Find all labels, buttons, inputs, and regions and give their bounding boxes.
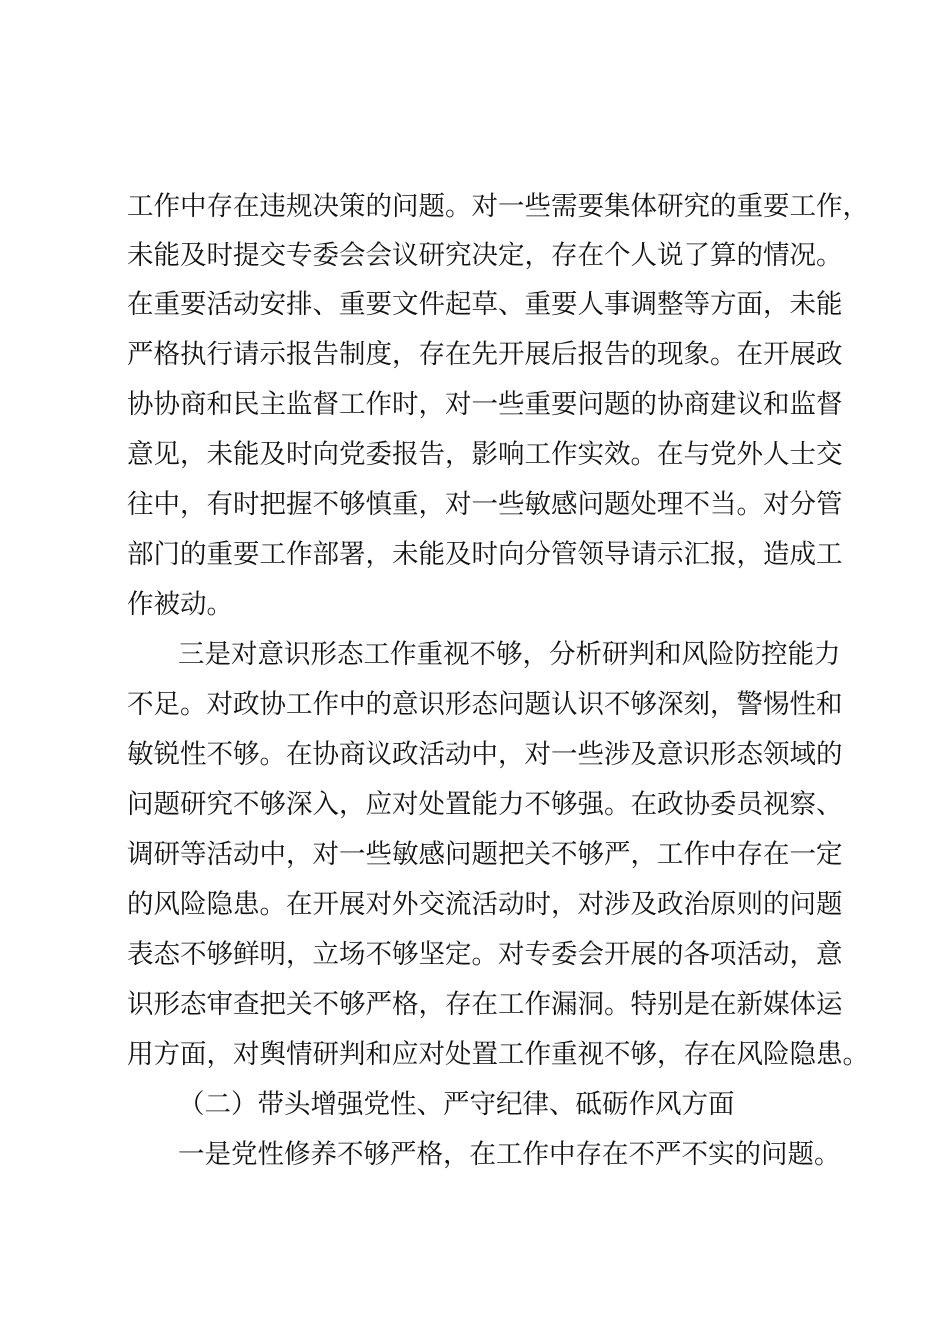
text-line: 问题研究不够深入，应对处置能力不够强。在政协委员视察、 (127, 789, 843, 820)
text-line: 作被动。 (127, 589, 233, 620)
text-line: 意见，未能及时向党委报告，影响工作实效。在与党外人士交 (127, 439, 843, 470)
text-line: 的风险隐患。在开展对外交流活动时，对涉及政治原则的问题 (127, 889, 843, 920)
text-line: 未能及时提交专委会会议研究决定，存在个人说了算的情况。 (127, 240, 843, 271)
text-line: 调研等活动中，对一些敏感问题把关不够严，工作中存在一定 (127, 839, 843, 870)
paragraph-first-line: 三是对意识形态工作重视不够，分析研判和风险防控能力 (178, 639, 841, 670)
text-line: 部门的重要工作部署，未能及时向分管领导请示汇报，造成工 (127, 539, 843, 570)
paragraph-first-line: 一是党性修养不够严格，在工作中存在不严不实的问题。 (178, 1139, 841, 1170)
text-line: 表态不够鲜明，立场不够坚定。对专委会开展的各项活动，意 (127, 939, 843, 970)
text-line: 敏锐性不够。在协商议政活动中，对一些涉及意识形态领域的 (127, 739, 843, 770)
section-heading: （二）带头增强党性、严守纪律、砥砺作风方面 (178, 1089, 735, 1120)
text-line: 协协商和民主监督工作时，对一些重要问题的协商建议和监督 (127, 389, 843, 420)
text-line: 用方面，对舆情研判和应对处置工作重视不够，存在风险隐患。 (127, 1039, 869, 1070)
text-line: 往中，有时把握不够慎重，对一些敏感问题处理不当。对分管 (127, 489, 843, 520)
text-line: 识形态审查把关不够严格，存在工作漏洞。特别是在新媒体运 (127, 989, 843, 1020)
text-line: 在重要活动安排、重要文件起草、重要人事调整等方面，未能 (127, 289, 843, 320)
text-line: 不足。对政协工作中的意识形态问题认识不够深刻，警惕性和 (127, 689, 843, 720)
text-line: 工作中存在违规决策的问题。对一些需要集体研究的重要工作， (127, 191, 869, 222)
text-line: 严格执行请示报告制度，存在先开展后报告的现象。在开展政 (127, 339, 843, 370)
